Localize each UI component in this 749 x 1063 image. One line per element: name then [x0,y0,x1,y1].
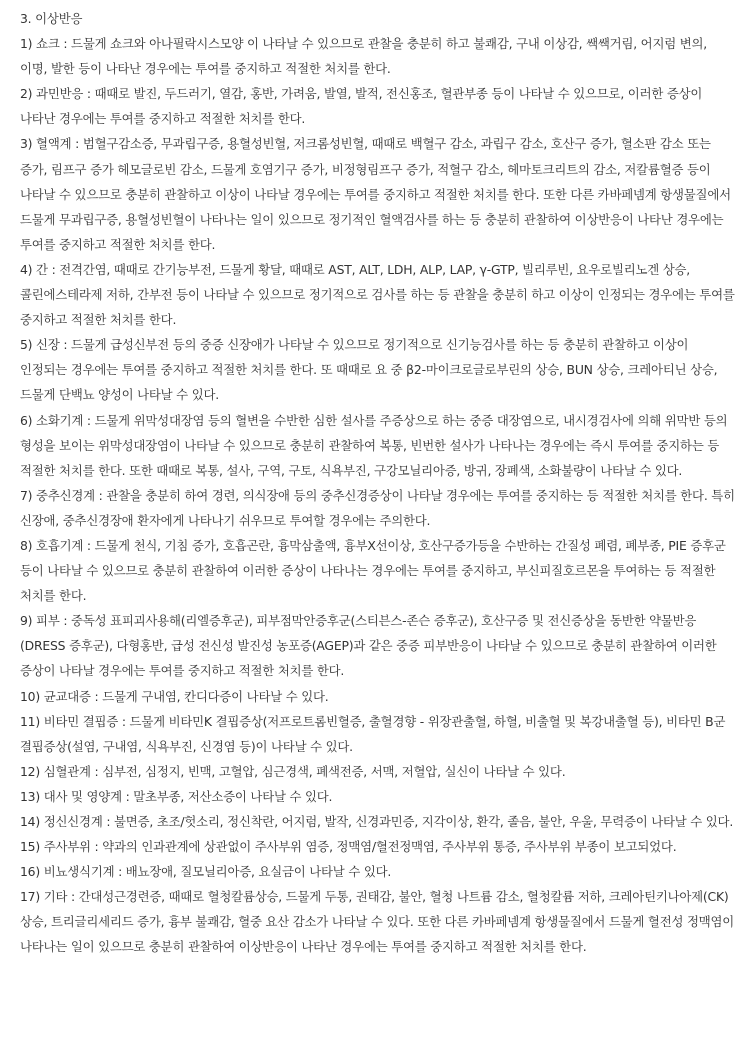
item-cardiovascular: 12) 심혈관계 : 심부전, 심정지, 빈맥, 고혈압, 심근경색, 폐색전증, 서맥, 저혈압, 실신이 나타날 수 있다. [20,763,566,779]
item-shock: 1) 쇼크 : 드물게 쇼크와 아나필락시스모양 이 나타날 수 있으므로 관찰을 충분히 하고 불쾌감, 구내 이상감, 쌕쌕거림, 어지럼 변의, 이명, 발한 등이 나타난 경우에는 투여를 중지하고 적절한 처치를 한다. [20,36,708,77]
item-respiratory: 8) 호흡기계 : 드물게 천식, 기침 증가, 호흡곤란, 흉막삼출액, 흉부X선이상, 호산구증가등을 수반하는 간질성 폐렴, 폐부종, PIE 증후군 등이 나타날 수 있으므로 충분히 관찰하여 이러한 증상이 나타나는 경우에는 투여를 중지하고, 부신피질호르몬을 투여하는 등 적절한 처치를 한다. [20,537,726,604]
item-urogenital: 16) 비뇨생식기계 : 배뇨장애, 질모닐리아증, 요실금이 나타날 수 있다. [20,864,392,880]
item-hematologic: 3) 혈액계 : 범혈구감소증, 무과립구증, 용혈성빈혈, 저크롬성빈혈, 때때로 백혈구 감소, 과립구 감소, 호산구 증가, 혈소판 감소 또는 증가, 림프구 증가 헤모글로빈 감소, 드물게 호염기구 증가, 비정형림프구 증가, 적혈구 감소, 헤마토크리트의 감소, 저칼륨혈증 등이 나타날 수 있으므로 충분히 관찰하고 이상이 나타날 경우에는 투여를 중지하고 적절한 처치를 한다. 또한 다른 카바페넴계 항생물질에서 드물게 무과립구증, 용혈성빈혈이 나타나는 일이 있으므로 정기적인 혈액검사를 하는 등 충분히 관찰하여 이상반응이 나타난 경우에는 투여를 중지하고 적절한 처치를 한다. [20,136,731,252]
item-psychiatric-nervous: 14) 정신신경계 : 불면증, 초조/헛소리, 정신착란, 어지럼, 발작, 신경과민증, 지각이상, 환각, 졸음, 불안, 우울, 무력증이 나타날 수 있다. [20,814,734,829]
item-injection-site: 15) 주사부위 : 약과의 인과관계에 상관없이 주사부위 염증, 정맥염/혈전정맥염, 주사부위 통증, 주사부위 부종이 보고되었다. [20,839,677,855]
item-central-nervous: 7) 중추신경계 : 관찰을 충분히 하여 경련, 의식장애 등의 중추신경증상이 나타날 경우에는 투여를 중지하는 등 적절한 처치를 한다. 특히 신장애, 중추신경장애 환자에게 나타나기 쉬우므로 투여할 경우에는 주의한다. [20,487,735,528]
item-hypersensitivity: 2) 과민반응 : 때때로 발진, 두드러기, 열감, 홍반, 가려움, 발열, 발적, 전신홍조, 혈관부종 등이 나타날 수 있으므로, 이러한 증상이 나타난 경우에는 투여를 중지하고 적절한 처치를 한다. [20,86,703,127]
item-skin: 9) 피부 : 중독성 표피괴사용해(리엘증후군), 피부점막안증후군(스티븐스-존슨 증후군), 호산구증 및 전신증상을 동반한 약물반응(DRESS 증후군), 다형홍반, 급성 전신성 발진성 농포증(AGEP)과 같은 중증 피부반응이 나타날 수 있으므로 충분히 관찰하여 이러한 증상이 나타날 경우에는 투여를 중지하고 적절한 처치를 한다. [20,613,717,679]
item-other: 17) 기타 : 간대성근경련증, 때때로 혈청칼륨상승, 드물게 두통, 권태감, 불안, 혈청 나트륨 감소, 혈청칼륨 저하, 크레아틴키나아제(CK) 상승, 트리글리세리드 증가, 흉부 불쾌감, 혈중 요산 감소가 나타날 수 있다. 또한 다른 카바페넴계 항생물질에서 드물게 혈전성 정맥염이 나타나는 일이 있으므로 충분히 관찰하여 이상반응이 나타난 경우에는 투여를 중지하고 적절한 처치를 한다. [20,889,735,955]
item-gastrointestinal: 6) 소화기계 : 드물게 위막성대장염 등의 혈변을 수반한 심한 설사를 주증상으로 하는 중증 대장염으로, 내시경검사에 의해 위막반 등의 형성을 보이는 위막성대장염이 나타날 수 있으므로 충분히 관찰하여 복통, 빈번한 설사가 나타나는 경우에는 즉시 투여를 중지하는 등 적절한 처치를 한다. 또한 때때로 복통, 설사, 구역, 구토, 식욕부진, 구강모닐리아증, 방귀, 장폐색, 소화불량이 나타날 수 있다. [20,412,728,478]
item-vitamin-deficiency: 11) 비타민 결핍증 : 드물게 비타민K 결핍증상(저프로트롬빈혈증, 출혈경향 - 위장관출혈, 하혈, 비출혈 및 복강내출혈 등), 비타민 B군 결핍증상(설염, 구내염, 식욕부진, 신경염 등)이 나타날 수 있다. [20,713,726,754]
item-superinfection: 10) 균교대증 : 드물게 구내염, 칸디다증이 나타날 수 있다. [20,688,329,704]
section-title: 3. 이상반응 [20,11,83,26]
item-renal: 5) 신장 : 드물게 급성신부전 등의 중증 신장애가 나타날 수 있으므로 정기적으로 신기능검사를 하는 등 충분히 관찰하고 이상이 인정되는 경우에는 투여를 중지하고 적절한 처치를 한다. 또 때때로 요 중 β2-마이크로글로부린의 상승, BUN 상승, 크레아티닌 상승, 드물게 단백뇨 양성이 나타날 수 있다. [20,337,718,403]
item-metabolic-nutritional: 13) 대사 및 영양계 : 말초부종, 저산소증이 나타날 수 있다. [20,788,333,804]
item-hepatic: 4) 간 : 전격간염, 때때로 간기능부전, 드물게 황달, 때때로 AST, ALT, LDH, ALP, LAP, γ-GTP, 빌리루빈, 요우로빌리노겐 상승, 콜린에스테라제 저하, 간부전 등이 나타날 수 있으므로 정기적으로 검사를 하는 등 관찰을 충분히 하고 이상이 인정되는 경우에는 투여를 중지하고 적절한 처치를 한다. [20,261,735,328]
